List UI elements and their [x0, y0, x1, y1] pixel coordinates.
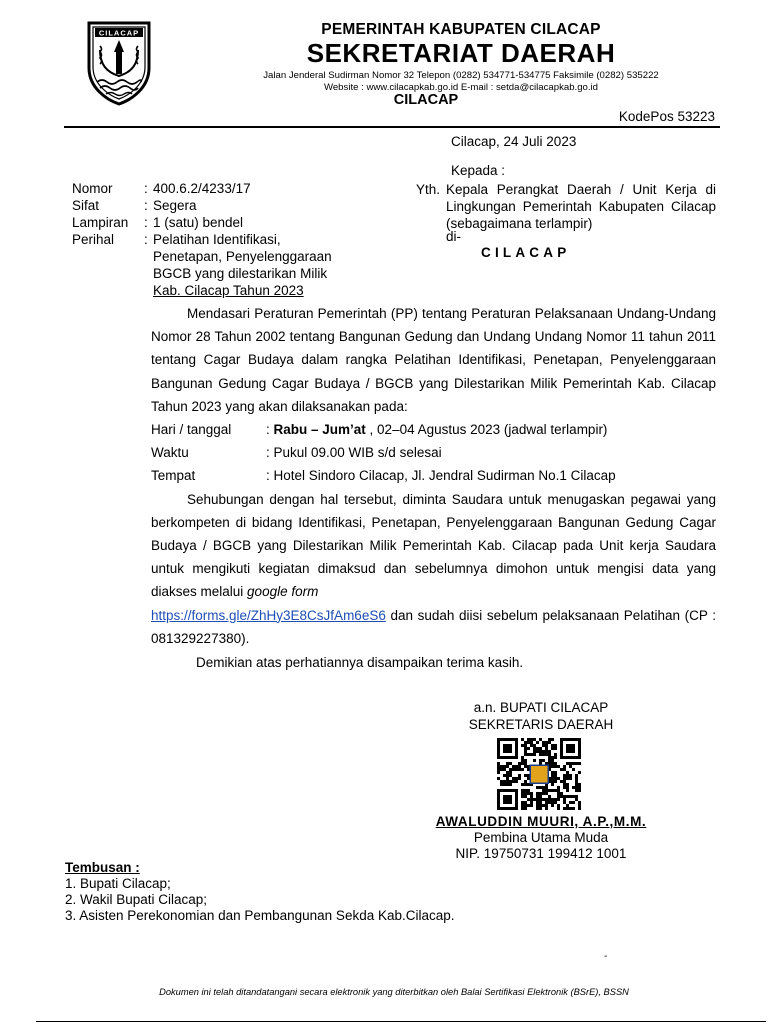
letterhead-address — [176, 70, 746, 93]
cc-item: 2. Wakil Bupati Cilacap; — [65, 892, 208, 907]
footer-divider — [36, 1021, 766, 1022]
detail-label: Tempat — [151, 468, 196, 484]
signatory-name: AWALUDDIN MUURI, A.P.,M.M. — [435, 814, 647, 829]
regency-coat-of-arms-icon — [86, 20, 152, 106]
detail-day — [151, 418, 716, 441]
meta-colon: : — [144, 215, 148, 230]
meta-label: Lampiran — [72, 215, 129, 230]
google-form-link[interactable]: https://forms.gle/ZhHy3E8CsJfAm6eS6 — [151, 607, 386, 623]
place-date: Cilacap, 24 Juli 2023 — [451, 134, 577, 149]
meta-value: Segera — [153, 198, 197, 213]
meta-colon: : — [144, 198, 148, 213]
recipient-city: CILACAP — [481, 245, 571, 260]
google-form-text: google form — [247, 584, 319, 600]
qr-code-signature-icon — [497, 738, 581, 810]
contact-line: Website : www.cilacapkab.go.id E-mail : setda@cilacapkab.go.id — [323, 81, 599, 93]
detail-dates: , 02–04 Agustus 2023 (jadwal terlampir) — [365, 422, 608, 438]
meta-label: Perihal — [72, 232, 115, 247]
perihal-line: Kab. Cilacap Tahun 2023 — [153, 283, 304, 298]
recipient-salutation: Yth. — [416, 182, 441, 197]
address-line: Jalan Jenderal Sudirman Nomor 32 Telepon (0282) 534771-534775 Faksimile (0282) 535222 — [263, 70, 659, 81]
detail-prefix: : — [266, 422, 274, 438]
letter-body — [151, 302, 716, 674]
recipient-name: Kepala Perangkat Daerah / Unit Kerja di Lingkungan Pemerintah Kabupaten Cilacap (sebagaimana terlampir) — [446, 182, 716, 231]
detail-label: Waktu — [151, 445, 189, 461]
meta-label: Nomor — [72, 181, 113, 196]
postal-code: KodePos 53223 — [618, 109, 715, 124]
detail-time — [151, 441, 716, 464]
signatory-rank: Pembina Utama Muda — [473, 830, 609, 845]
detail-days: Rabu – Jum’at — [273, 422, 366, 438]
perihal-line: Pelatihan Identifikasi, — [153, 232, 281, 247]
letterhead-divider — [64, 126, 720, 128]
perihal-line: BGCB yang dilestarikan Milik — [153, 266, 328, 281]
cc-item: 1. Bupati Cilacap; — [65, 876, 171, 891]
meta-colon: : — [144, 181, 148, 196]
cc-heading: Tembusan : — [65, 860, 140, 875]
meta-label: Sifat — [72, 198, 100, 213]
page-mark: - — [604, 951, 608, 962]
meta-value: 1 (satu) bendel — [153, 215, 244, 230]
recipient-block — [416, 181, 716, 232]
paragraph-text: Sehubungan dengan hal tersebut, diminta Saudara untuk menugaskan pegawai yang berkompeten di bidang Identifikasi, Penetapan, Penyelenggaraan Bangunan Gedung Cagar Budaya / BGCB yang Dilestarikan Milik Pemerintah Kab. Cilacap pada Unit kerja Saudara untuk mengikuti kegiatan dimaksud dan sebelumnya dimohon untuk mengisi data yang diakses melalui — [151, 491, 716, 600]
recipient-di: di- — [446, 229, 462, 244]
perihal-line: Penetapan, Penyelenggaraan — [153, 249, 332, 264]
signature-on-behalf: a.n. BUPATI CILACAP — [473, 700, 609, 715]
cc-list — [65, 876, 455, 924]
e-signature-note: Dokumen ini telah ditandatangani secara elektronik yang diterbitkan oleh Balai Sertifikasi Elektronik (BSrE), BSSN — [159, 987, 629, 997]
meta-value — [153, 231, 413, 299]
organization-name: SEKRETARIAT DAERAH — [306, 38, 616, 68]
paragraph-text: dan sudah diisi sebelum pelaksanaan Pelatihan (CP : 081329227380). — [151, 607, 716, 646]
detail-value — [266, 418, 607, 441]
closing-paragraph: Demikian atas perhatiannya disampaikan terima kasih. — [196, 655, 524, 670]
letterhead-city: CILACAP — [393, 92, 459, 108]
logo-text: CILACAP — [98, 28, 140, 38]
meta-colon: : — [144, 232, 148, 247]
body-paragraph: Mendasari Peraturan Pemerintah (PP) tentang Peraturan Pelaksanaan Undang-Undang Nomor 28 Tahun 2002 tentang Bangunan Gedung dan Undang Undang Nomor 11 tahun 2011 tentang Cagar Budaya dalam rangka Pelatihan Identifikasi, Penetapan, Penyelenggaraan Bangunan Gedung Cagar Budaya / BGCB yang Dilestarikan Milik Pemerintah Kab. Cilacap Tahun 2023 yang akan dilaksanakan pada: — [151, 306, 716, 414]
detail-value: : Hotel Sindoro Cilacap, Jl. Jendral Sudirman No.1 Cilacap — [266, 468, 616, 484]
detail-label: Hari / tanggal — [151, 422, 232, 438]
signature-title: SEKRETARIS DAERAH — [468, 717, 614, 732]
cc-item: 3. Asisten Perekonomian dan Pembangunan Sekda Kab.Cilacap. — [65, 908, 455, 923]
detail-place — [151, 464, 716, 487]
recipient-heading: Kepada : — [451, 163, 506, 178]
meta-value: 400.6.2/4233/17 — [153, 181, 251, 196]
detail-value: : Pukul 09.00 WIB s/d selesai — [266, 445, 442, 461]
government-name: PEMERINTAH KABUPATEN CILACAP — [321, 21, 601, 38]
signatory-nip: NIP. 19750731 199412 1001 — [455, 846, 627, 861]
body-paragraph — [151, 488, 716, 650]
